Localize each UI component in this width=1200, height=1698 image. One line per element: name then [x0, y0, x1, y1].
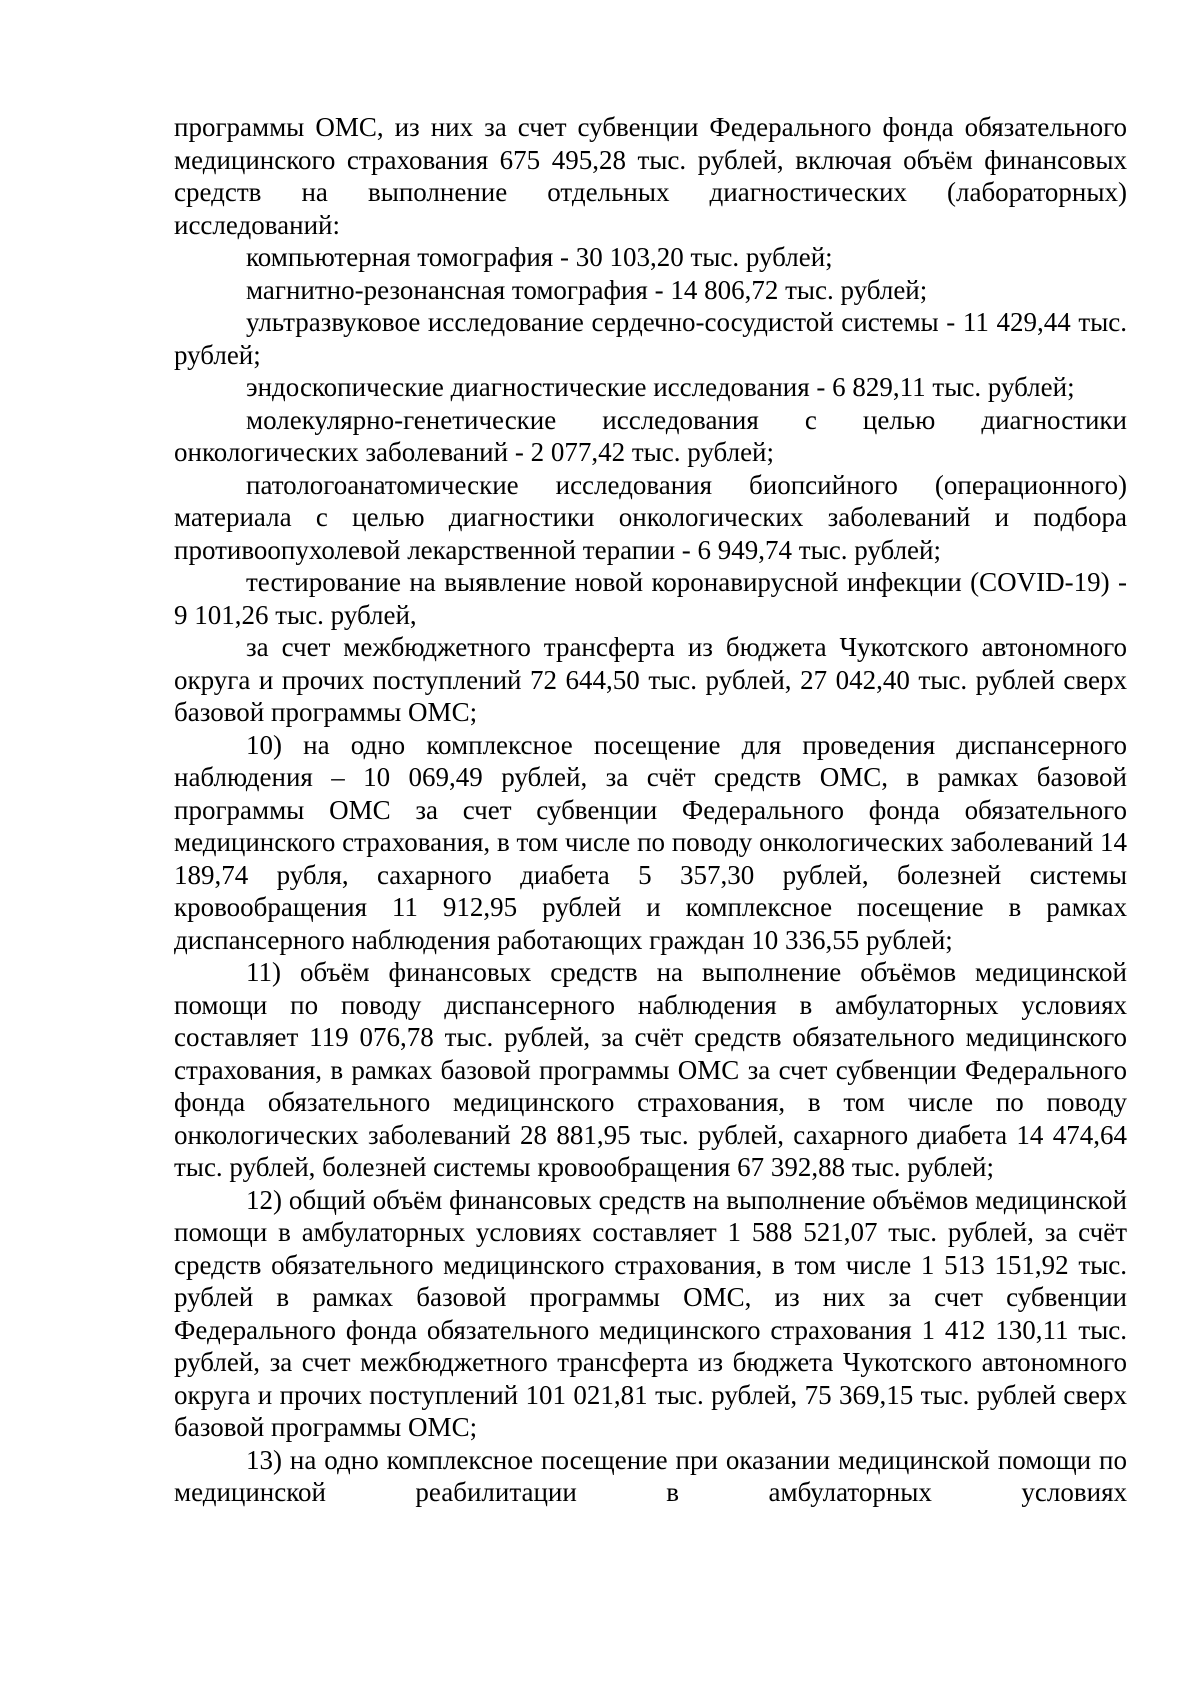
- paragraph-covid-testing: тестирование на выявление новой коронавирусной инфекции (COVID-19) - 9 101,26 тыс. рублей,: [174, 567, 1127, 630]
- paragraph-interbudget-transfer: за счет межбюджетного трансферта из бюджета Чукотского автономного округа и прочих поступлений 72 644,50 тыс. рублей, 27 042,40 тыс. рублей сверх базовой программы ОМС;: [174, 632, 1127, 727]
- paragraph-item-13: 13) на одно комплексное посещение при оказании медицинской помощи по медицинской реабилитации в амбулаторных условиях: [174, 1444, 1127, 1507]
- paragraph-ultrasound-cardio: ультразвуковое исследование сердечно-сосудистой системы - 11 429,44 тыс. рублей;: [174, 307, 1127, 370]
- paragraph-item-12: 12) общий объём финансовых средств на выполнение объёмов медицинской помощи в амбулаторных условиях составляет 1 588 521,07 тыс. рублей, за счёт средств обязательного медицинского страхования, в том числе 1 513 151,92 тыс. рублей в рамках базовой программы ОМС, из них за счет субвенции Федерального фонда обязательного медицинского страхования 1 412 130,11 тыс. рублей, за счет межбюджетного трансферта из бюджета Чукотского автономного округа и прочих поступлений 101 021,81 тыс. рублей, 75 369,15 тыс. рублей сверх базовой программы ОМС;: [174, 1184, 1127, 1442]
- paragraph-intro-continuation: программы ОМС, из них за счет субвенции Федерального фонда обязательного медицинского страхования 675 495,28 тыс. рублей, включая объём финансовых средств на выполнение отдельных диагностических (лабораторных) исследований:: [174, 112, 1127, 240]
- paragraph-endoscopy: эндоскопические диагностические исследования - 6 829,11 тыс. рублей;: [246, 372, 1075, 402]
- paragraph-computed-tomography: компьютерная томография - 30 103,20 тыс. рублей;: [246, 242, 833, 272]
- paragraph-item-11: 11) объём финансовых средств на выполнение объёмов медицинской помощи по поводу диспансерного наблюдения в амбулаторных условиях составляет 119 076,78 тыс. рублей, за счёт средств обязательного медицинского страхования, в рамках базовой программы ОМС за счет субвенции Федерального фонда обязательного медицинского страхования, в том числе по поводу онкологических заболеваний 28 881,95 тыс. рублей, сахарного диабета 14 474,64 тыс. рублей, болезней системы кровообращения 67 392,88 тыс. рублей;: [174, 957, 1127, 1182]
- paragraph-item-10: 10) на одно комплексное посещение для проведения диспансерного наблюдения – 10 069,49 рублей, за счёт средств ОМС, в рамках базовой программы ОМС за счет субвенции Федерального фонда обязательного медицинского страхования, в том числе по поводу онкологических заболеваний 14 189,74 рубля, сахарного диабета 5 357,30 рублей, болезней системы кровообращения 11 912,95 рублей и комплексное посещение в рамках диспансерного наблюдения работающих граждан 10 336,55 рублей;: [174, 729, 1127, 955]
- paragraph-pathology: патологоанатомические исследования биопсийного (операционного) материала с целью диагностики онкологических заболеваний и подбора противоопухолевой лекарственной терапии - 6 949,74 тыс. рублей;: [174, 469, 1127, 565]
- paragraph-molecular-genetic: молекулярно-генетические исследования с целью диагностики онкологических заболеваний - 2 077,42 тыс. рублей;: [174, 404, 1127, 467]
- paragraph-mri: магнитно-резонансная томография - 14 806,72 тыс. рублей;: [246, 274, 928, 305]
- document-body: [174, 111, 1127, 1509]
